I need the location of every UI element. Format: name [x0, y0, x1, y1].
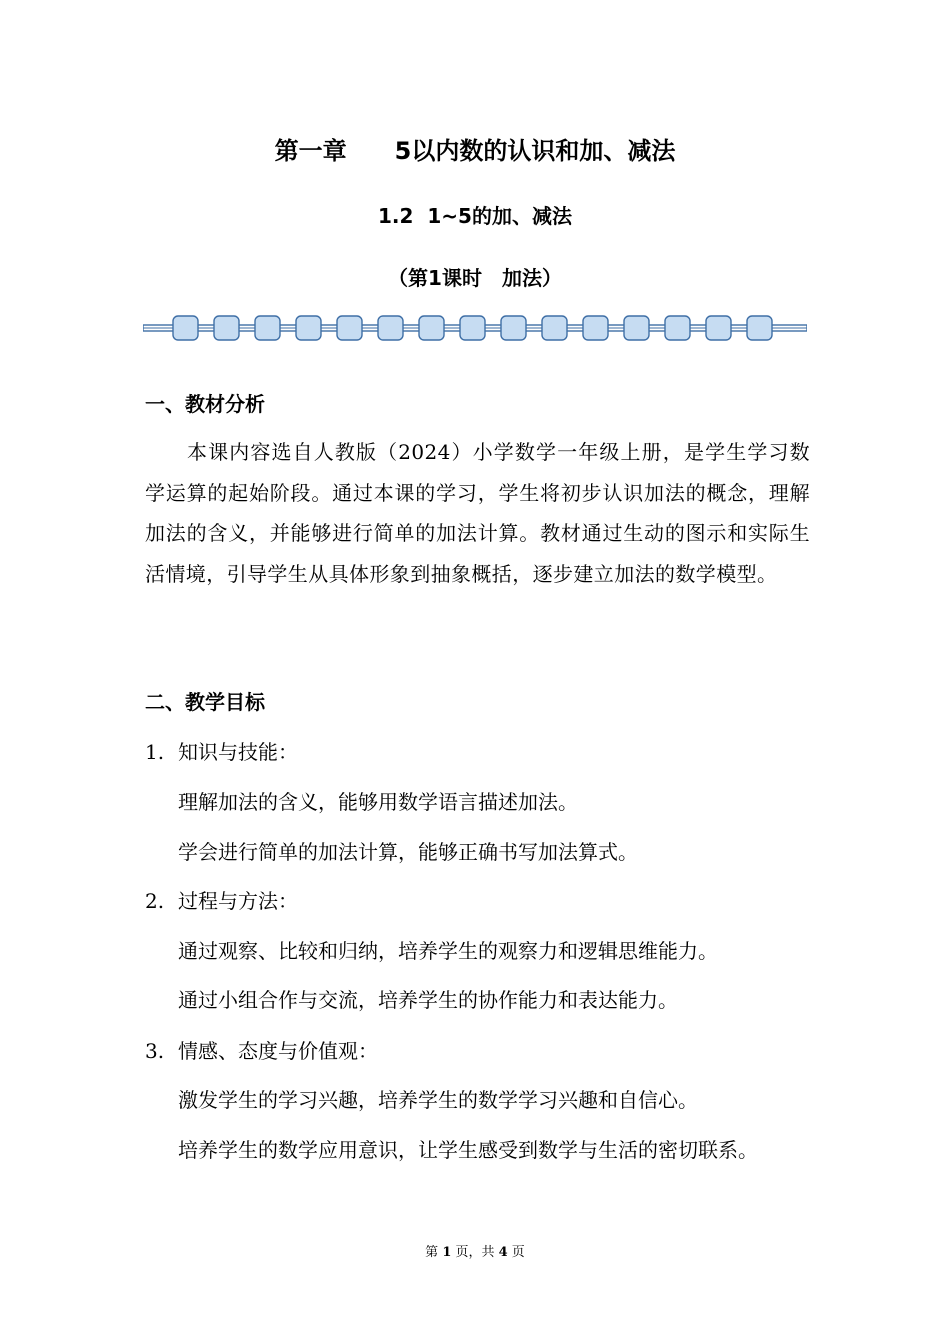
goal-item: 学会进行简单的加法计算，能够正确书写加法算式。 — [178, 840, 638, 864]
goal-item: 通过观察、比较和归纳，培养学生的观察力和逻辑思维能力。 — [178, 939, 718, 963]
divider-bead — [624, 316, 649, 340]
goal-title: 过程与方法： — [178, 889, 298, 913]
divider-bead — [296, 316, 321, 340]
divider-bead — [419, 316, 444, 340]
chapter-title: 第一章 5以内数的认识和加、减法 — [274, 137, 676, 165]
footer-prefix: 第 — [425, 1245, 443, 1260]
divider-bead — [706, 316, 731, 340]
goal-number: 3. — [145, 1039, 165, 1063]
divider-bead — [747, 316, 772, 340]
divider-bead — [173, 316, 198, 340]
textbook-analysis-paragraph: 本课内容选自人教版（2024）小学数学一年级上册，是学生学习数学运算的起始阶段。通过本课的学习，学生将初步认识加法的概念，理解加法的含义，并能够进行简单的加法计算。教材通过生动的图示和实际生活情境，引导学生从具体形象到抽象概括，逐步建立加法的数学模型。 — [145, 440, 810, 586]
section-title: 1.2 1~5的加、减法 — [378, 204, 572, 228]
bead-divider — [143, 312, 807, 344]
footer-suffix: 页 — [507, 1245, 525, 1260]
divider-bead — [665, 316, 690, 340]
footer-total-pages: 4 — [498, 1245, 508, 1260]
goal-item: 通过小组合作与交流，培养学生的协作能力和表达能力。 — [178, 988, 678, 1012]
divider-bead — [255, 316, 280, 340]
goal-item: 理解加法的含义，能够用数学语言描述加法。 — [178, 790, 578, 814]
divider-bead — [583, 316, 608, 340]
divider-bead — [501, 316, 526, 340]
goal-title: 知识与技能： — [178, 740, 298, 764]
footer-middle: 页，共 — [451, 1245, 499, 1260]
heading-teaching-goals: 二、教学目标 — [145, 690, 265, 714]
divider-bead — [378, 316, 403, 340]
goal-number: 1. — [145, 740, 165, 764]
goal-title: 情感、态度与价值观： — [178, 1039, 378, 1063]
footer-page-number: 1 — [442, 1245, 452, 1260]
goal-number: 2. — [145, 889, 165, 913]
goal-item: 培养学生的数学应用意识，让学生感受到数学与生活的密切联系。 — [178, 1138, 758, 1162]
divider-bead — [460, 316, 485, 340]
divider-bead — [214, 316, 239, 340]
goal-item: 激发学生的学习兴趣，培养学生的数学学习兴趣和自信心。 — [178, 1088, 698, 1112]
heading-textbook-analysis: 一、教材分析 — [145, 392, 265, 416]
page-footer — [0, 1243, 950, 1263]
divider-bead — [337, 316, 362, 340]
lesson-title: （第1课时 加法） — [388, 266, 562, 290]
divider-bead — [542, 316, 567, 340]
